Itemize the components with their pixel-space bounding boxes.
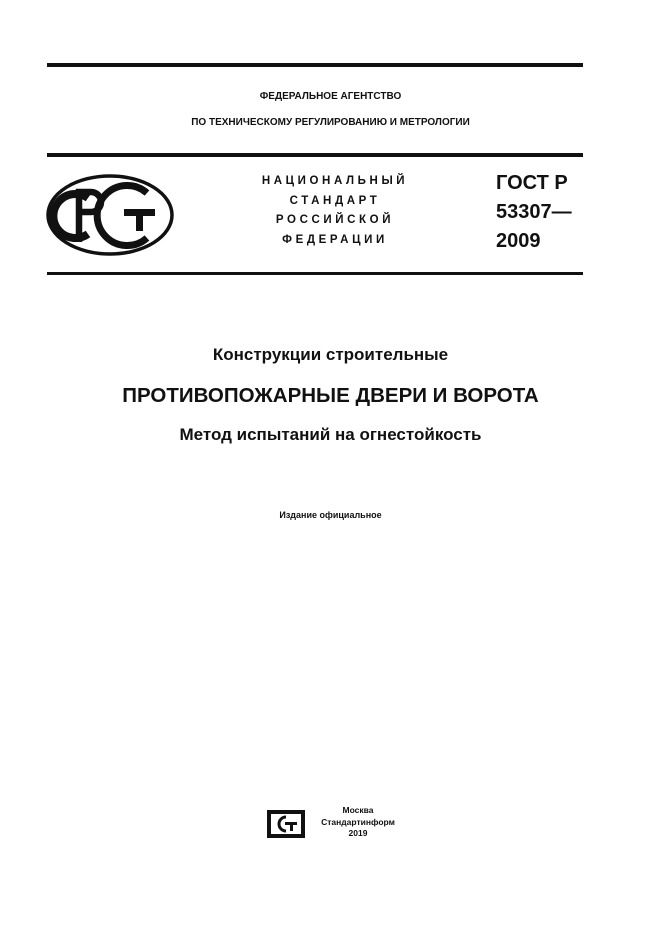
title-line-2: ПРОТИВОПОЖАРНЫЕ ДВЕРИ И ВОРОТА	[122, 384, 539, 407]
header-rule	[47, 153, 583, 157]
title-line-1: Конструкции строительные	[212, 345, 449, 364]
publisher-imprint	[310, 805, 406, 840]
designation-line-1: ГОСТ Р	[496, 172, 568, 194]
standard-type-line-4: ФЕДЕРАЦИИ	[282, 233, 388, 246]
standard-type	[230, 172, 440, 250]
agency-line-1: ФЕДЕРАЛЬНОЕ АГЕНТСТВО	[259, 91, 402, 102]
designation-line-3: 2009	[496, 230, 541, 252]
agency-line-2: ПО ТЕХНИЧЕСКОМУ РЕГУЛИРОВАНИЮ И МЕТРОЛОГИИ	[191, 117, 470, 128]
standard-type-line-1: НАЦИОНАЛЬНЫЙ	[261, 175, 409, 187]
title-line-3: Метод испытаний на огнестойкость	[179, 425, 482, 444]
publisher-name: Стандартинформ	[321, 816, 395, 827]
publisher-year: 2019	[348, 828, 368, 838]
rst-emblem-icon	[44, 172, 176, 258]
top-rule	[47, 63, 583, 67]
header-bottom-rule	[47, 272, 583, 275]
publisher-city: Москва	[342, 805, 374, 815]
standard-designation	[496, 169, 572, 256]
designation-line-2: 53307—	[496, 201, 572, 223]
standard-type-line-2: СТАНДАРТ	[289, 194, 381, 207]
standartinform-logo-icon	[266, 809, 306, 839]
standard-type-line-3: РОССИЙСКОЙ	[275, 214, 395, 226]
edition-note: Издание официальное	[279, 510, 382, 520]
